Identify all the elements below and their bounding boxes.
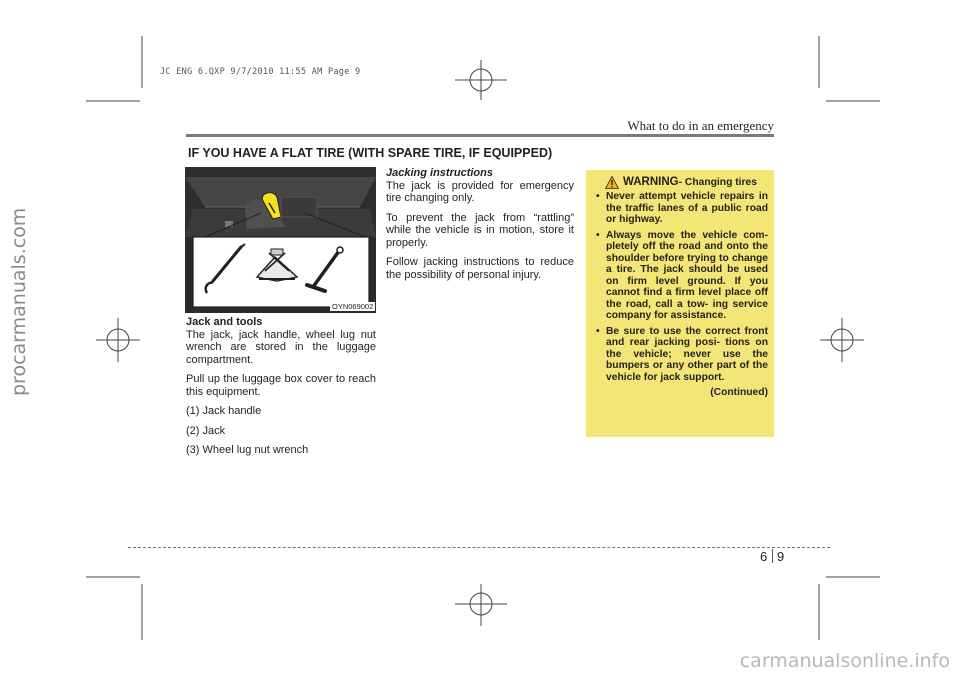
warning-title-row: [594, 176, 768, 189]
warning-list: [594, 191, 768, 383]
running-header: What to do in an emergency: [627, 118, 774, 133]
paragraph: To prevent the jack from “rattling” while the vehicle is in motion, store it properly.: [386, 211, 574, 249]
header-rule: [186, 134, 774, 137]
warning-item: • Be sure to use the correct front and rear jacking posi- tions on the vehicle; never use the bumpers or any other part of the vehicle for jack support.: [594, 326, 768, 384]
paragraph: Pull up the luggage box cover to reach this equipment.: [186, 373, 376, 398]
figure-label: OYN069002: [332, 302, 374, 311]
list-item: (3) Wheel lug nut wrench: [186, 444, 309, 456]
continued-label: (Continued): [710, 387, 768, 398]
warning-triangle-icon: [605, 176, 619, 189]
paragraph: The jack, jack handle, wheel lug nut wrench are stored in the luggage compartment.: [186, 328, 376, 366]
paragraph: The jack is provided for emergency tire changing only.: [386, 179, 574, 204]
paragraph: Follow jacking instructions to reduce the possibility of personal injury.: [386, 256, 574, 281]
bottom-watermark[interactable]: carmanualsonline.info: [739, 650, 950, 672]
warning-subtitle: - Changing tires: [678, 176, 757, 188]
page-number-separator: [772, 549, 773, 563]
print-slug: JC ENG 6.QXP 9/7/2010 11:55 AM Page 9: [160, 67, 361, 77]
warning-item: • Always move the vehicle com- pletely off the road and onto the shoulder before trying to change a tire. The jack should be used on firm level ground. If you cannot find a firm level place off the road, call a tow- ing service company for assistance.: [594, 230, 768, 322]
jacking-instructions-heading: Jacking instructions: [386, 167, 493, 179]
jack-and-tools-heading: Jack and tools: [186, 316, 263, 328]
chapter-number: 6: [760, 549, 768, 564]
jacking-instructions-column: [386, 167, 574, 288]
footer-rule: [128, 547, 830, 548]
list-item: (2) Jack: [186, 424, 226, 437]
section-title: IF YOU HAVE A FLAT TIRE (WITH SPARE TIRE, IF EQUIPPED): [188, 146, 553, 160]
warning-item: • Never attempt vehicle repairs in the traffic lanes of a public road or highway.: [594, 191, 768, 226]
jack-tools-figure: [185, 167, 376, 313]
list-item: (1) Jack handle: [186, 405, 262, 417]
jack-and-tools-column: [186, 316, 376, 464]
side-watermark[interactable]: procarmanuals.com: [8, 207, 30, 396]
page-number: 9: [777, 549, 785, 564]
warning-title: WARNING: [623, 175, 679, 188]
warning-box: [586, 170, 774, 437]
